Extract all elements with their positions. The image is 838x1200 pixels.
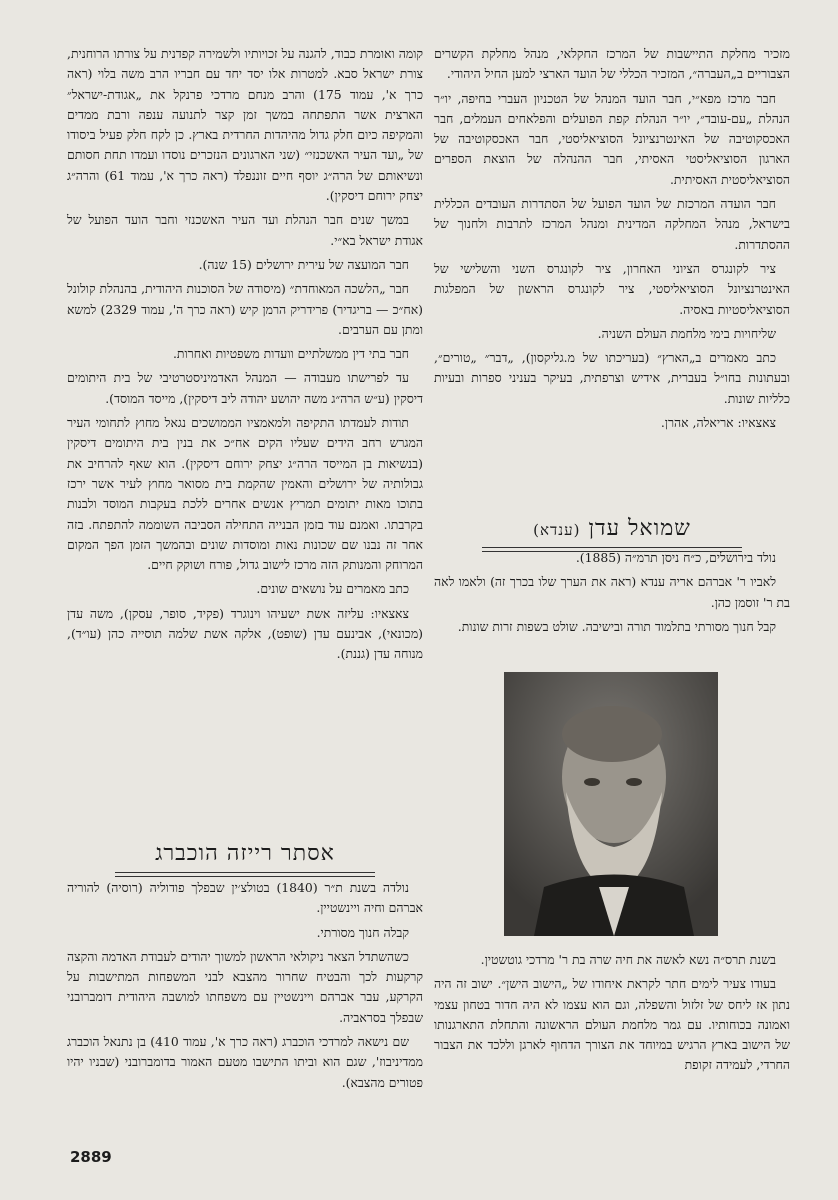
section-title-shmuel-eden <box>434 515 790 552</box>
paragraph: ציר לקונגרס הציוני האחרון, ציר לקונגרס השני והשלישי של האינטרנציונל הסוציאליסטי, ציר לקונגרס הראשון של המפלגות הסוציאליסטיות באסיה. <box>434 260 790 317</box>
paragraph: מזכיר מחלקת התיישבות של המרכז החקלאי, מנהל מחלקת הקשרים הצבוריים ב„העברה״, המזכיר הכללי של הועד הארצי למען החיל היהודי. <box>434 46 790 82</box>
paragraph: בעודו צעיר לימים חתר לקראת איחודו של „הישוב הישן״. ישוב זה היה נתון אז ליחס של זלזול והשפלה, וגם הוא עצמו לא היה חדור בטחון עצמי ואמונה בכוחותיו. עם גמר מלחמת העולם הראשונה והתחלת התארגנותו של הישוב בארץ הרגיש במיוחד את הצורך הדחוף לארגן וללכד את הצבור החרדי, לעמידה זקופת <box>434 976 790 1073</box>
paragraph: תודות לעמדתו התקיפה ולמאמציו הממושכים נגאל מחוץ לתחומי העיר המגרש רחב הידים שעליו הקים אח״כ את בנין בית היתומים דיסקין (בנשיאות בן המייסד הרה״ג יצחק ירוחם דיסקין). הוא שאף להרחיב את גבולותיה של ירושלים והאמין שהקמת בית מסואר מחוץ לעיר אשר ירכז בתוכו מאות יתומים תמריץ אנשים אחרים ללכת בעקבות המוסד ולבנות בקרבתו. ואמנם עוד בזמן הבנייה התחילה הסביבה השוממה להתפתח. בזה אחר זה נבנו שם שכונות נאות ומוסדות שונים ובהמשך הזמן הפך המקום המרוחק והמנותק הזה מרכז לישוב גדול, פורח ושוקק חיים. <box>67 415 423 573</box>
section-title-suffix: (ענדא) <box>533 521 581 539</box>
paragraph: נולדה בשנת ת״ר (1840) בטולצ׳ין שבפלך פודוליה (רוסיה) להוריה אברהם וחיה ויינשטיין. <box>67 880 423 916</box>
paragraph: כתב מאמרים ב„הארץ״ (בעריכתו של מ.גליקסון), „דבר״ „טורים״, ובעתונות בחו״ל בעברית, אידיש וצרפתית, בעיקר בעניני ספרות ובעיות כלליות שונות. <box>434 350 790 406</box>
portrait-image <box>504 672 718 936</box>
paragraph: חבר „הלשכה המאוחדת״ (מיסודה של הסוכנות היהודית, בהנהלת קולונל (אח״כ — בריגדיר) פרידריק הרמן קיש (ראה כרך ה', עמוד 2329) למשא ומתן עם הערבים. <box>67 281 423 337</box>
esther-hochberg-bio <box>67 878 423 1097</box>
paragraph: בשנת תרס״ה נשא לאשה את חיה שרה בת ר' מרדכי גוטשטין. <box>480 952 776 967</box>
paragraph: שם נישאה למרדכי הוכברג (ראה כרך א', עמוד 410) בן נתנאל הוכברג ממדיניבוז', שגם הוא וביתו התישבו מטעם האמור בדומברובני (שבניו יהיו פטורים מהצבא). <box>67 1034 423 1090</box>
left-column-text <box>67 44 423 669</box>
section-title-name: שמואל עדן <box>588 516 691 541</box>
paragraph: חבר הועדה המרכזת של הועד הפועל של הסתדרות העובדים הכללית בישראל, מנהל המחלקה המדינית ומנהל המרכז לתרבות ולחנוך של ההסתדרות. <box>434 196 790 252</box>
paragraph: חבר בתי דין ממשלתיים וועדות משפטיות ואחרות. <box>172 346 409 362</box>
paragraph: קומה ואומרת כבוד, להגנה על זכויותיו ולשמירה קפדנית על צורתו הרוחנית, צורת ישראל סבא. למטרות אלו יסד יחד עם חבריו הרב משה בלוי (ראה כרך א', עמוד 175) והרב מנחם מרדכי פרנקל את „אגודת-ישראל״ הארצית אשר התפתחה במשך זמן קצר לתנועה ענפה ורבת ממדים והמקיפה כיום חלק גדול מהיהדות החרדית בארץ. כן לקח חלק פעיל ביסודו של „ועד העיר האשכנזי״ (שני הארגונים הנזכרים נוסדו ועמדו תחת חסותם ונשיאותם של הרה״ג יוסף חיים זוננפלד (ראה כרך א', עמוד 61) והרה״ג יצחק ירוחם דיסקין). <box>67 46 423 204</box>
right-column-text <box>434 44 790 437</box>
paragraph: חבר מרכז מפא״י, חבר הועד המנהל של הטכניון העברי בחיפה, יו״ר הנהלת „עם-עובד״, יו״ר הנהלת קפת הפועלים והפלאחים העמלים, חבר האכסקוטיבה של האינטרנציונל הסוציאליסטי, חבר האכסקוטיבה של הארגון הסוציאליסטי האסיתי, חבר ההנהלה של הוצאת הספרים הסוציאליסטית האסיתית. <box>434 90 790 187</box>
paragraph: שליחויות בימי מלחמת העולם השניה. <box>597 325 776 341</box>
shmuel-eden-bio-continued <box>434 950 790 1080</box>
page-number: 2889 <box>70 1148 112 1166</box>
paragraph: כשהשתדל הצאר ניקולאי הראשון למשוך יהודים לעבודת האדמה והקצה קרקעות לכך והבטיח שחרור מהצבא לבני המשפחות המתישבות על הקרקע, עבר אברהם ויינשטיין עם משפחתו למושבה היהודית דומברובני שבפלך בסראביה. <box>67 948 423 1025</box>
section-title-esther-hochberg <box>67 840 423 877</box>
section-title-name: אסתר רייזה הוכברג <box>155 841 335 866</box>
paragraph: חבר המועצה של עירית ירושלים (15 שנה). <box>198 256 409 272</box>
shmuel-eden-bio <box>434 548 790 641</box>
paragraph: במשך שנים חבר הנהלת ועד העיר האשכנזי וחבר הועד הפועל של אגודת ישראל בא״י. <box>67 212 423 248</box>
paragraph: צאצאיו: אריאלה, אהרן. <box>660 415 776 431</box>
paragraph: עד לפרישתו מעבודה — המנהל האדמיניסטרטיבי של בית היתומים דיסקין (ע״ש הרה״ג משה יהושע יהודה ליב דיסקין), מייסד המוסד). <box>67 370 423 406</box>
title-divider <box>115 872 375 877</box>
portrait-photo <box>504 672 718 936</box>
paragraph: קבלה חנוך מסורתי. <box>316 924 409 940</box>
paragraph: כתב מאמרים על נושאים שונים. <box>256 581 409 597</box>
paragraph: נולד בירושלים, כ״ח ניסן תרמ״ה (1885). <box>575 550 776 565</box>
paragraph: צאצאיו: עליזה אשת ישעיהו וינוגרד (פקיד, סופר, עסקן), משה עדן (מכונאי), אבינעם עדן (שופט), אלקה אשת שלמה תוסייה כהן (עו״ד), מנוחה עדן (גננת). <box>67 605 423 662</box>
paragraph: לאביו ר' אברהם אריה ענדא (ראה את הערך שלו בכרך זה) ולאמו לאה בת ר' זוסמן כהן. <box>434 574 790 610</box>
paragraph: קבל חנוך מסורתי בתלמוד תורה ובישיבה. שולט בשפות זרות שונות. <box>457 618 776 634</box>
